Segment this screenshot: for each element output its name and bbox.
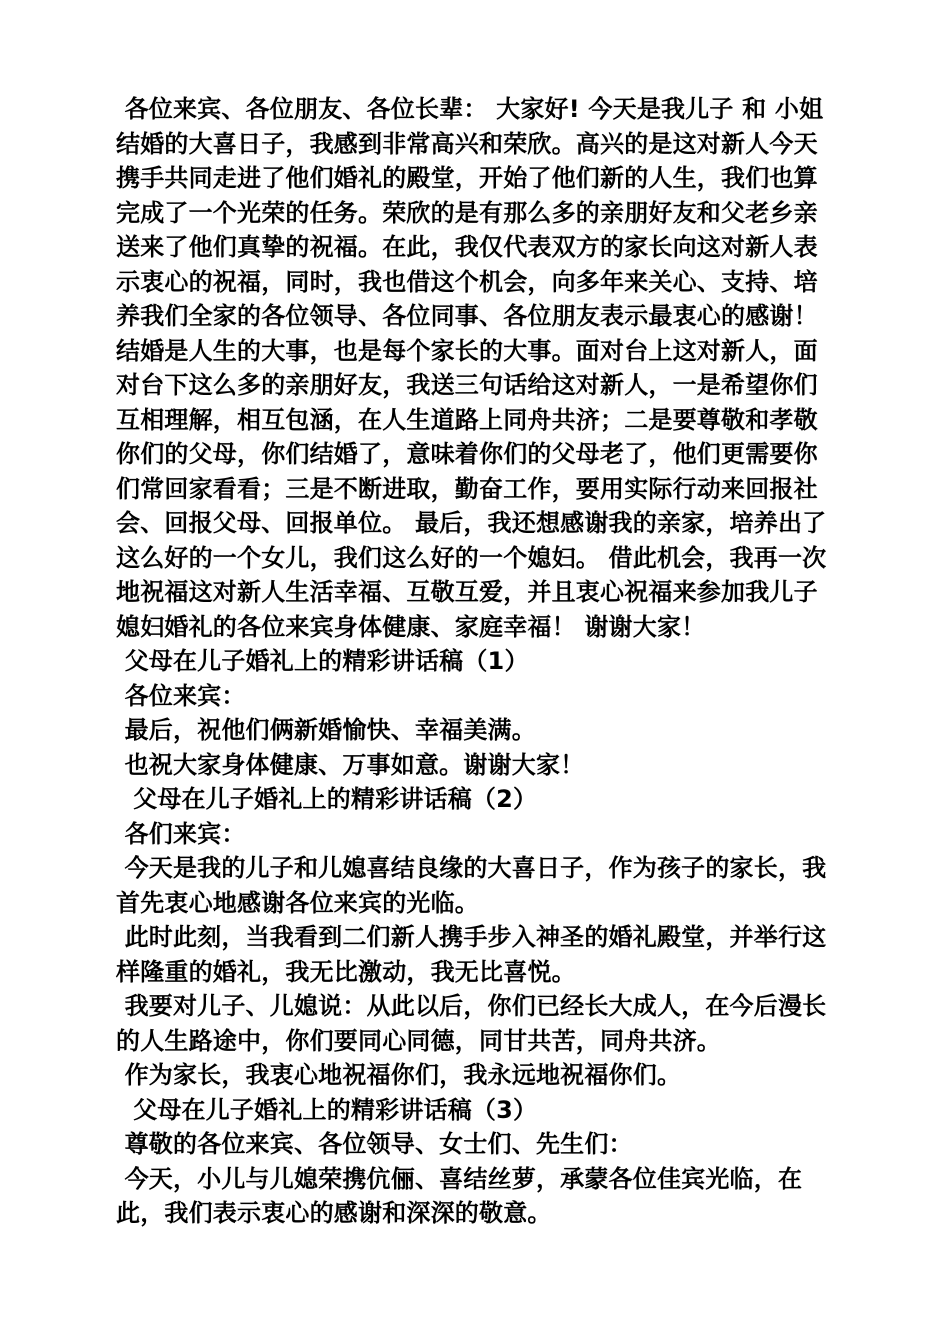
speech-paragraph: 也祝大家身体健康、万事如意。谢谢大家！ <box>116 750 585 779</box>
speech-paragraph: 今天是我的儿子和儿媳喜结良缘的大喜日子，作为孩子的家长，我首先衷心地感谢各位来宾的光临。 <box>116 854 827 917</box>
salutation: 尊敬的各位来宾、各位领导、女士们、先生们： <box>116 1130 633 1158</box>
section-heading: 父母在儿子婚礼上的精彩讲话稿（3） <box>116 1095 538 1124</box>
speech-paragraph: 作为家长，我衷心地祝福你们，我永远地祝福你们。 <box>116 1061 682 1089</box>
document-body <box>116 92 836 1231</box>
speech-paragraph: 今天，小儿与儿媳荣携伉俪、喜结丝萝，承蒙各位佳宾光临，在此，我们表示衷心的感谢和深深的敬意。 <box>116 1164 803 1227</box>
salutation: 各位来宾： <box>116 681 246 710</box>
section-heading: 父母在儿子婚礼上的精彩讲话稿（2） <box>116 785 538 813</box>
salutation: 各们来宾： <box>116 819 246 848</box>
speech-paragraph: 此时此刻，当我看到二们新人携手步入神圣的婚礼殿堂，并举行这样隆重的婚礼，我无比激动，我无比喜悦。 <box>116 923 827 986</box>
speech-paragraph: 各位来宾、各位朋友、各位长辈： 大家好! 今天是我儿子 和 小姐结婚的大喜日子，我感到非常高兴和荣欣。高兴的是这对新人今天携手共同走进了他们婚礼的殿堂，开始了他们新的人生，我们也算完成了一个光荣的任务。荣欣的是有那么多的亲朋好友和父老乡亲送来了他们真挚的祝福。在此，我仅代表双方的家长向这对新人表示衷心的祝福，同时，我也借这个机会，向多年来关心、支持、培养我们全家的各位领导、各位同事、各位朋友表示最衷心的感谢！ 结婚是人生的大事，也是每个家长的大事。面对台上这对新人，面对台下这么多的亲朋好友，我送三句话给这对新人，一是希望你们互相理解，相互包涵，在人生道路上同舟共济；二是要尊敬和孝敬你们的父母，你们结婚了，意味着你们的父母老了，他们更需要你们常回家看看；三是不断进取，勤奋工作，要用实际行动来回报社会、回报父母、回报单位。 最后，我还想感谢我的亲家，培养出了这么好的一个女儿，我们这么好的一个媳妇。 借此机会，我再一次地祝福这对新人生活幸福、互敬互爱，并且衷心祝福来参加我儿子媳妇婚礼的各位来宾身体健康、家庭幸福！ 谢谢大家！ <box>116 95 827 641</box>
speech-paragraph: 我要对儿子、儿媳说：从此以后，你们已经长大成人，在今后漫长的人生路途中，你们要同心同德，同甘共苦，同舟共济。 <box>116 992 827 1055</box>
speech-paragraph: 最后，祝他们俩新婚愉快、幸福美满。 <box>116 716 536 744</box>
section-heading: 父母在儿子婚礼上的精彩讲话稿（1） <box>116 647 529 675</box>
